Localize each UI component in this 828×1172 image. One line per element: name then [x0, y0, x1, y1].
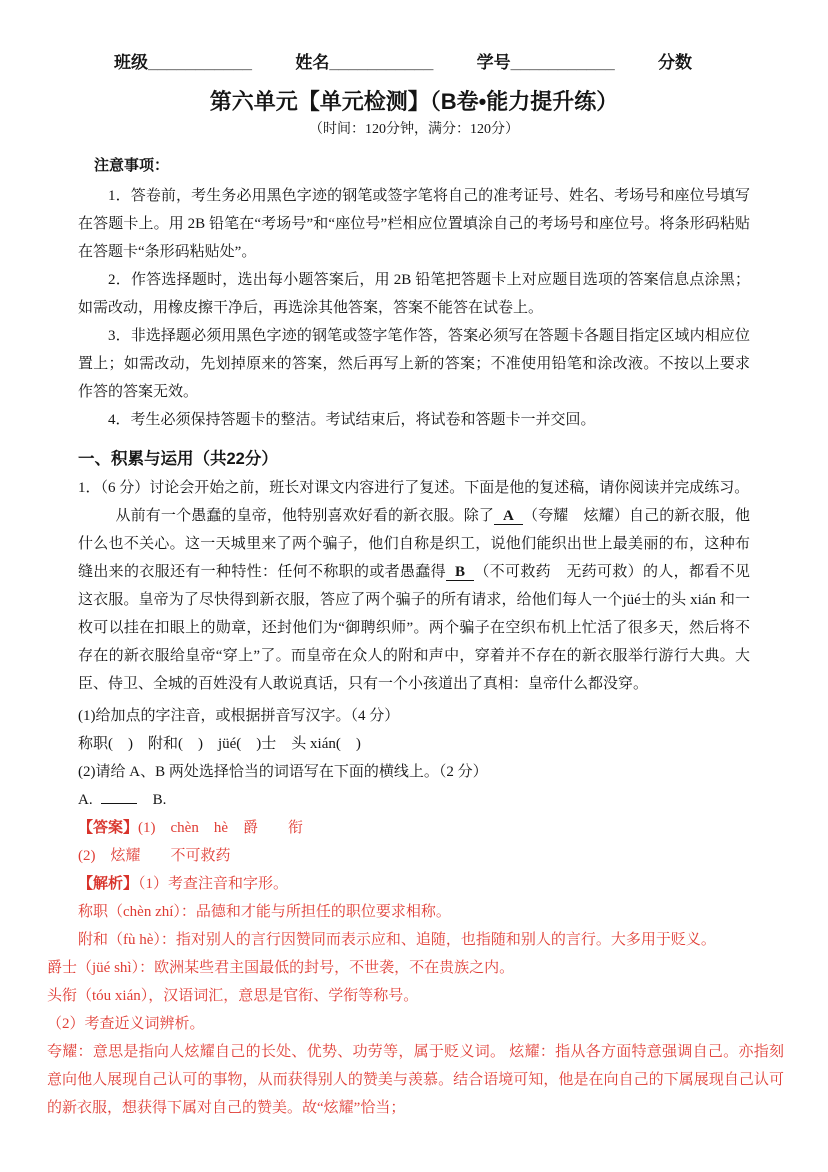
answer-slot-a-label: A.: [78, 792, 93, 808]
question-1-sub-2: (2)请给 A、B 两处选择恰当的词语写在下面的横线上。（2 分）: [78, 764, 488, 780]
question-1-passage: [78, 502, 750, 698]
analysis-line-1-text: （1）考查注音和字形。: [138, 876, 289, 892]
question-1-sub-1: (1)给加点的字注音，或根据拼音写汉字。（4 分）: [78, 708, 400, 724]
student-id-field: 学号___________: [476, 53, 615, 72]
notice-item-4: 4．考生必须保持答题卡的整洁。考试结束后，将试卷和答题卡一并交回。: [108, 412, 596, 428]
name-field: 姓名___________: [295, 53, 434, 72]
passage-text-1: 从前有一个愚蠢的皇帝，他特别喜欢好看的新衣服。除了: [115, 508, 495, 524]
analysis-item-jueshi: 爵士（jüé shì）：欧洲某些君主国最低的封号，不世袭，不在贵族之内。: [47, 960, 515, 976]
analysis-item-chenzhi: 称职（chèn zhí）：品德和才能与所担任的职位要求相称。: [78, 904, 451, 920]
answer-label: 【答案】: [78, 820, 139, 836]
passage-text-3: （不可救药 无药可救）的人，都看不见这衣服。皇帝为了尽快得到新衣服，答应了两个骗子的所有请求，给他们每人一个jüé士的头 xián 和一枚可以挂在扣眼上的勋章，还封他们为“御聘织师”。两个骗子在空织布机上忙活了很多天，然后将不存在的新衣服给皇帝“穿上”了。而皇帝在众人的附和声中，穿着并不存在的新衣服举行游行大典。大臣、侍卫、全城的百姓没有人敢说真话，只有一个小孩道出了真相：皇帝什么都没穿。: [78, 564, 750, 692]
page-title: 第六单元【单元检测】（B卷•能力提升练）: [209, 89, 619, 114]
question-1-ab-line: [78, 786, 750, 814]
analysis-item-kuayao: 夸耀：意思是指向人炫耀自己的长处、优势、功劳等，属于贬义词。 炫耀：指从各方面特意强调自己。亦指刻意向他人展现自己认可的事物，从而获得别人的赞美与羡慕。结合语境可知，他是在向自己的下属展现自己认可的新衣服，想获得下属对自己的赞美。故“炫耀”恰当；: [47, 1044, 784, 1116]
student-info-header: [114, 50, 692, 76]
answer-slot-b-label: B.: [152, 792, 167, 808]
notice-heading: 注意事项：: [94, 157, 170, 174]
class-field: 班级___________: [114, 53, 253, 72]
analysis-item-fuhe: 附和（fù hè）：指对别人的言行因赞同而表示应和、追随，也指随和别人的言行。大多用于贬义。: [78, 932, 716, 948]
passage-blank-b: B: [446, 564, 474, 581]
notice-item-2: 2．作答选择题时，选出每小题答案后，用 2B 铅笔把答题卡上对应题目选项的答案信息点涂黑；如需改动，用橡皮擦干净后，再选涂其他答案，答案不能答在试卷上。: [78, 272, 750, 316]
notice-item-1: 1．答卷前，考生务必用黑色字迹的钢笔或签字笔将自己的准考证号、姓名、考场号和座位号填写在答题卡上。用 2B 铅笔在“考场号”和“座位号”栏相应位置填涂自己的考场号和座位号。将条形码粘贴在答题卡“条形码粘贴处”。: [78, 188, 750, 260]
analysis-line-1: [78, 870, 750, 898]
section-heading: 一、积累与运用（共22分）: [78, 450, 278, 468]
analysis-label: 【解析】: [78, 876, 139, 892]
answer-line-1: [78, 814, 750, 842]
answer-line-1-text: (1) chèn hè 爵 衔: [138, 820, 303, 836]
analysis-item-part2: （2）考查近义词辨析。: [47, 1016, 205, 1032]
answer-slot-a-blank: [101, 788, 137, 804]
score-field: 分数: [657, 53, 692, 72]
analysis-item-touxian: 头衔（tóu xián），汉语词汇，意思是官衔、学衔等称号。: [47, 988, 419, 1004]
page-subtitle: （时间：120分钟，满分：120分）: [309, 122, 519, 137]
passage-text-2: （夸耀 炫耀）自己的新衣服，他什么也不关心。这一天城里来了两个骗子，他们自称是织工，说他们能织出世上最美丽的布，这种布缝出来的衣服还有一种特性：任何不称职的或者愚蠢得: [78, 508, 750, 580]
notice-item-3: 3．非选择题必须用黑色字迹的钢笔或签字笔作答，答案必须写在答题卡各题目指定区域内相应位置上；如需改动，先划掉原来的答案，然后再写上新的答案；不准使用铅笔和涂改液。不按以上要求作答的答案无效。: [78, 328, 750, 400]
passage-blank-a: A: [494, 508, 523, 525]
question-1-pinyin-line: 称职( ) 附和( ) jüé( )士 头 xián( ): [78, 736, 361, 752]
question-1-stem: 1．（6 分）讨论会开始之前，班长对课文内容进行了复述。下面是他的复述稿，请你阅读并完成练习。: [78, 480, 750, 496]
answer-line-2: (2) 炫耀 不可救药: [78, 848, 231, 864]
